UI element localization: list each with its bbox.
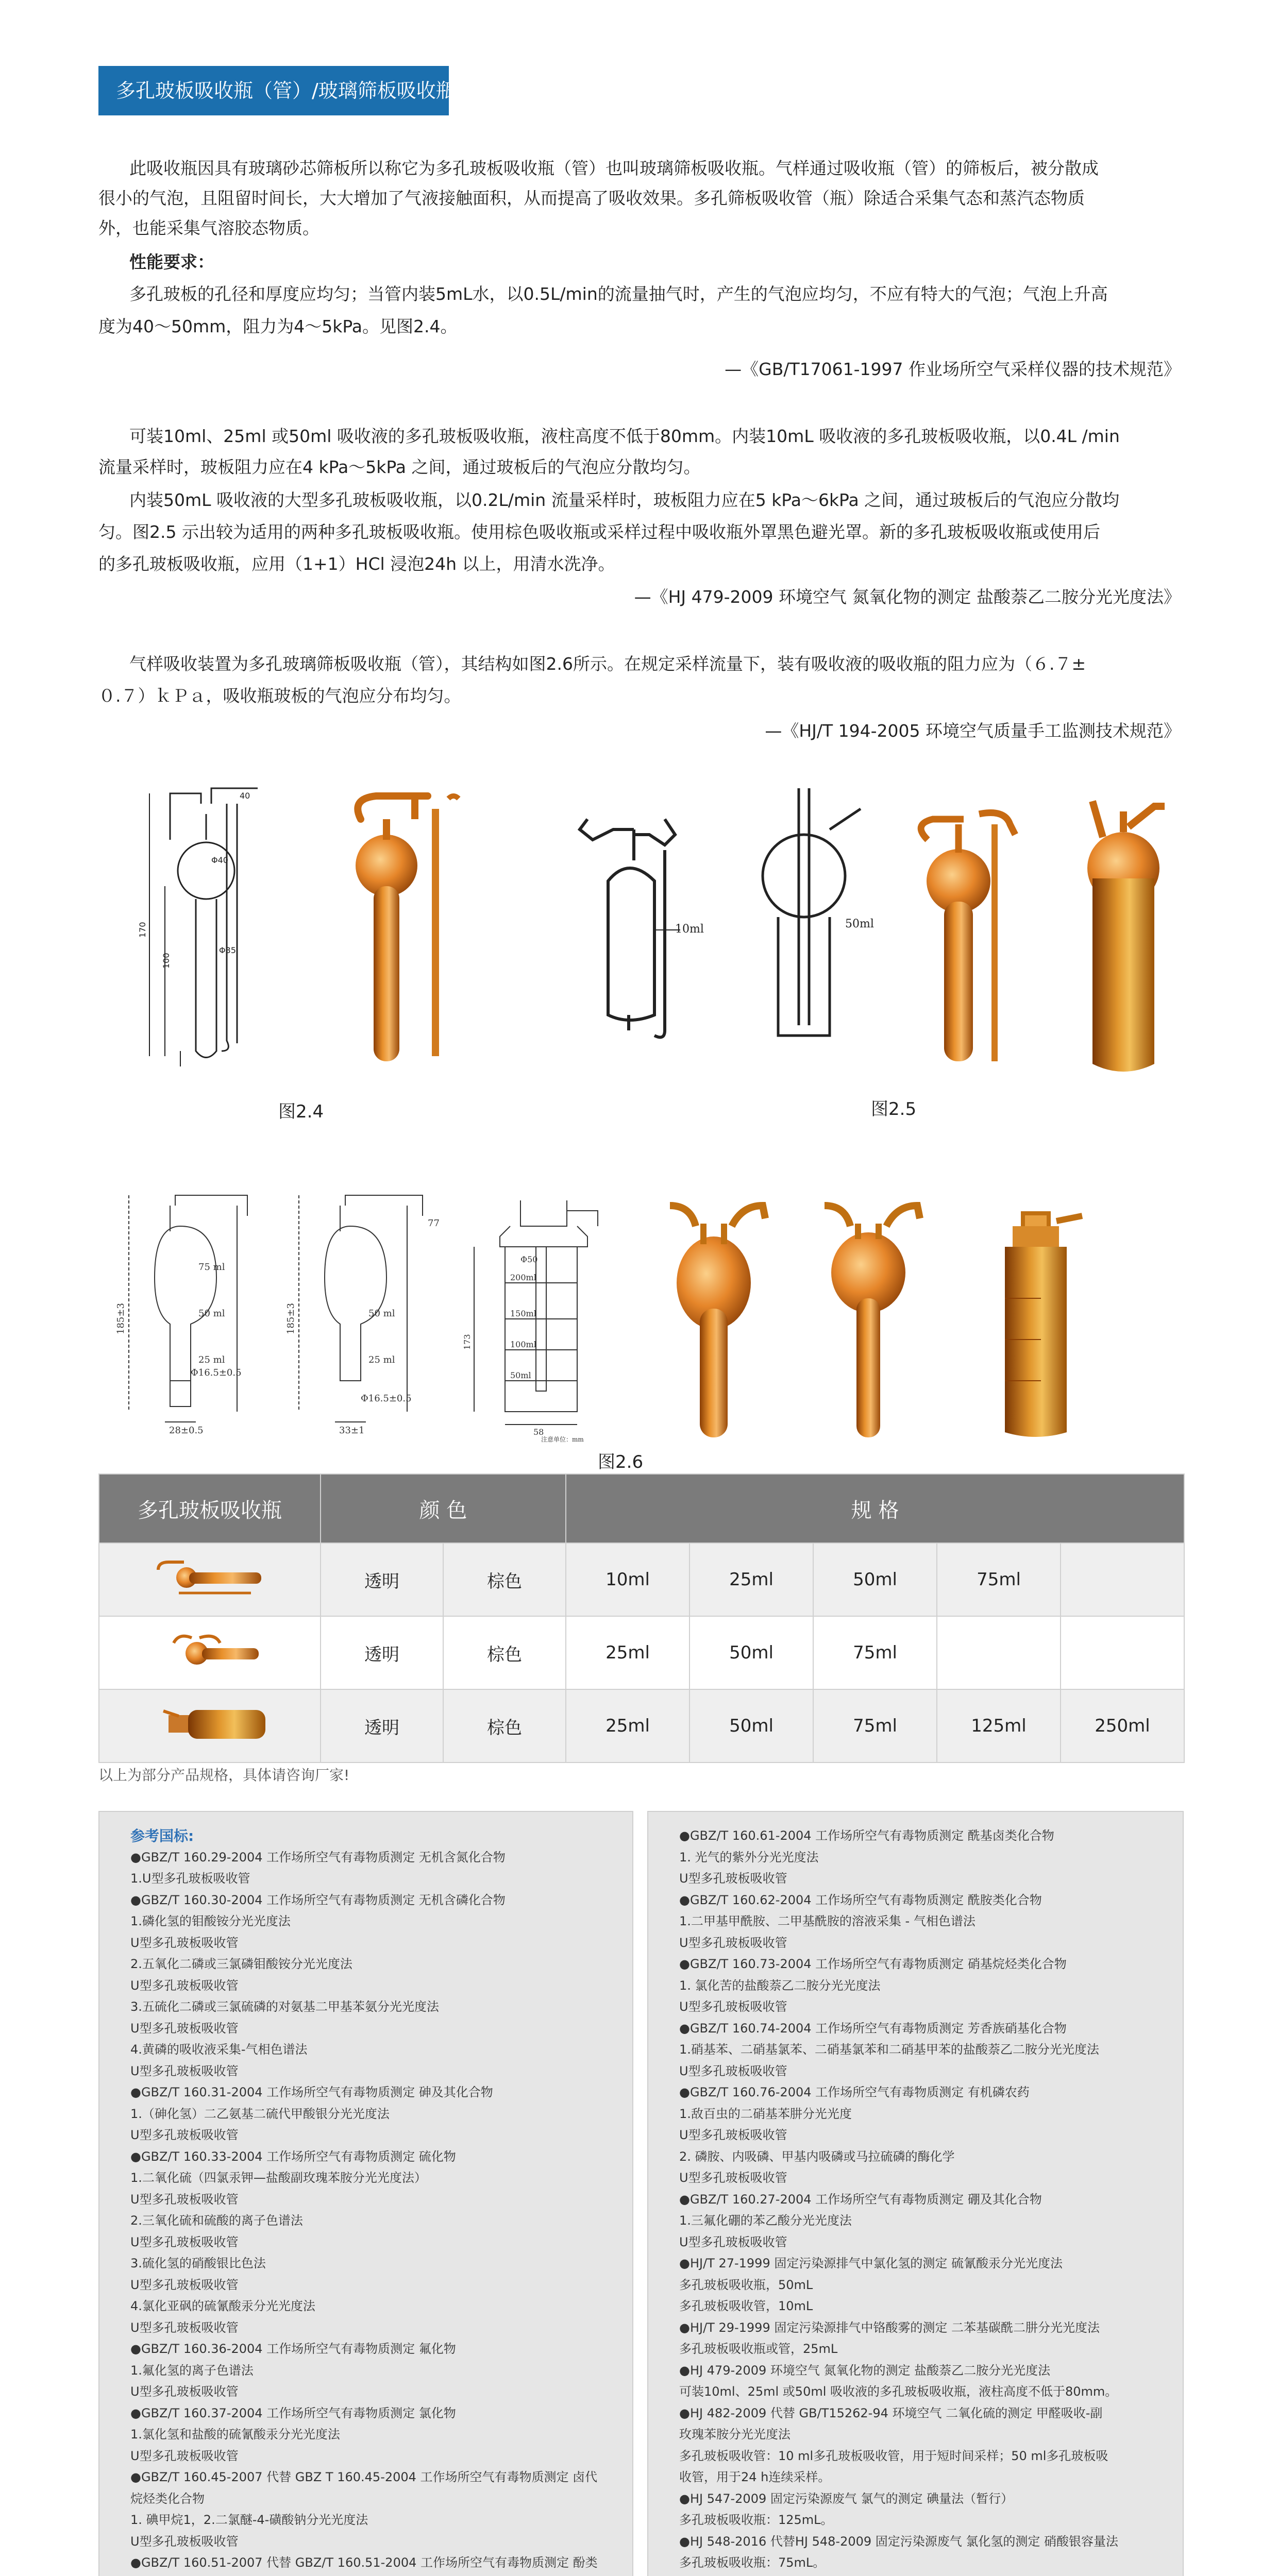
ref-line: 1.磷化氢的钼酸铵分光光度法: [130, 1914, 291, 1928]
fig25-drawing-2: [758, 788, 892, 1056]
f26-label: Φ50: [520, 1255, 538, 1264]
ref-line: 1.二甲基甲酰胺、二甲基酰胺的溶液采集 - 气相色谱法: [679, 1914, 976, 1928]
ref-line: U型多孔玻板吸收管: [130, 2128, 239, 2142]
para2-line-1: 可装10ml、25ml 或50ml 吸收液的多孔玻板吸收瓶，液柱高度不低于80mm。内装10mL 吸收液的多孔玻板吸收瓶，以0.4L /min: [129, 426, 1120, 446]
spec-table: [98, 1473, 1185, 1763]
perf-source: —《GB/T17061-1997 作业场所空气采样仪器的技术规范》: [725, 359, 1181, 379]
cell-spec: 125ml: [937, 1689, 1061, 1762]
f26-label: 200ml: [510, 1273, 536, 1282]
ref-line: U型多孔玻板吸收管: [679, 1935, 787, 1950]
header-color: 颜 色: [321, 1474, 566, 1543]
f24-dim: 100: [161, 953, 171, 969]
fig26-drawing-1: [108, 1195, 258, 1437]
ref-line: 1. 氯化苦的盐酸萘乙二胺分光光度法: [679, 1978, 881, 1993]
f26-label: 28±0.5: [169, 1425, 204, 1436]
ref-line: U型多孔玻板吸收管: [130, 1935, 239, 1950]
fig25-photo-1: [902, 804, 1036, 1072]
f24-dim: 40: [240, 791, 250, 801]
perf-heading: 性能要求：: [129, 252, 214, 272]
fig24-caption: 图2.4: [278, 1101, 324, 1122]
cell-spec: 75ml: [937, 1543, 1061, 1616]
ref-line: ●GBZ/T 160.33-2004 工作场所空气有毒物质测定 硫化物: [130, 2149, 456, 2164]
intro-line-3: 外，也能采集气溶胶态物质。: [98, 218, 320, 238]
cell-spec: 50ml: [690, 1616, 813, 1689]
ref-line: ●GBZ/T 160.30-2004 工作场所空气有毒物质测定 无机含磷化合物: [130, 1892, 506, 1907]
ref-line: 多孔玻板吸收瓶：125mL。: [679, 2513, 833, 2527]
cell-spec: [1061, 1543, 1184, 1616]
ref-line: 多孔玻板吸收瓶，50mL: [679, 2277, 813, 2292]
ref-line: 收管，用于24 h连续采样。: [679, 2470, 831, 2484]
ref-line: U型多孔玻板吸收管: [130, 2320, 239, 2335]
f26-label: 50ml: [510, 1370, 531, 1380]
ref-line: U型多孔玻板吸收管: [130, 2384, 239, 2399]
cell-color: 透明: [321, 1616, 443, 1689]
table-row: [99, 1689, 1184, 1762]
product-thumb: [99, 1689, 321, 1762]
section-title: 多孔玻板吸收瓶（管）/玻璃筛板吸收瓶: [98, 66, 449, 115]
fig26-caption: 图2.6: [598, 1452, 644, 1472]
f26-label: 注意单位：mm: [541, 1436, 584, 1443]
ref-line: U型多孔玻板吸收管: [679, 2063, 787, 2078]
para2-line-4: 匀。图2.5 示出较为适用的两种多孔玻板吸收瓶。使用棕色吸收瓶或采样过程中吸收瓶外罩黑色避光罩。新的多孔玻板吸收瓶或使用后: [98, 522, 1100, 542]
ref-line: 多孔玻板吸收管，10mL: [679, 2299, 813, 2313]
ref-line: 1.敌百虫的二硝基苯肼分光光度: [679, 2106, 852, 2121]
ref-box-right: [647, 1811, 1184, 2576]
header-spec: 规 格: [566, 1474, 1184, 1543]
cell-color: 透明: [321, 1689, 443, 1762]
cell-spec: 75ml: [813, 1616, 937, 1689]
ref-line: U型多孔玻板吸收管: [130, 2448, 239, 2463]
ref-line: ●GBZ/T 160.73-2004 工作场所空气有毒物质测定 硝基烷烃类化合物: [679, 1957, 1067, 1971]
ref-line: 多孔玻板吸收瓶或管，25mL: [679, 2342, 838, 2356]
fig25-caption: 图2.5: [871, 1099, 917, 1120]
fig25-photo-2: [1062, 791, 1185, 1084]
para2-line-3: 内装50mL 吸收液的大型多孔玻板吸收瓶，以0.2L/min 流量采样时，玻板阻力应在5 kPa～6kPa 之间，通过玻板后的气泡应分散均: [129, 490, 1120, 510]
ref-line: ●GBZ/T 160.29-2004 工作场所空气有毒物质测定 无机含氮化合物: [130, 1850, 506, 1865]
tube-icon: [148, 1622, 272, 1679]
ref-line: U型多孔玻板吸收管: [679, 1871, 787, 1886]
ref-line: 1.三氟化硼的苯乙酸分光光度法: [679, 2213, 852, 2228]
ref-line: 4.黄磷的吸收液采集-气相色谱法: [130, 2042, 308, 2057]
ref-line: ●GBZ/T 160.51-2007 代替 GBZ/T 160.51-2004 工作场所空气有毒物质测定 酚类: [130, 2555, 598, 2570]
fig26-photo-1: [660, 1195, 773, 1443]
cell-spec: [937, 1616, 1061, 1689]
cell-spec: [1061, 1616, 1184, 1689]
para3-source: —《HJ/T 194-2005 环境空气质量手工监测技术规范》: [765, 721, 1181, 741]
cell-spec: 25ml: [566, 1689, 690, 1762]
intro-line-2: 很小的气泡，且阻留时间长，大大增加了气液接触面积，从而提高了吸收效果。多孔筛板吸收管（瓶）除适合采集气态和蒸汽态物质: [98, 188, 1085, 208]
f26-label: 100ml: [510, 1340, 536, 1349]
ref-line: ●GBZ/T 160.36-2004 工作场所空气有毒物质测定 氟化物: [130, 2342, 456, 2356]
f26-label: 25 ml: [368, 1354, 395, 1365]
ref-line: ●HJ 479-2009 环境空气 氮氧化物的测定 盐酸萘乙二胺分光光度法: [679, 2363, 1051, 2378]
table-row: [99, 1616, 1184, 1689]
fig26-photo-2: [814, 1195, 928, 1443]
ref-line: 多孔玻板吸收瓶：75mL。: [679, 2555, 826, 2570]
f26-label: 25 ml: [198, 1354, 225, 1365]
perf-line-1: 多孔玻板的孔径和厚度应均匀；当管内装5mL水，以0.5L/min的流量抽气时，产生的气泡应均匀，不应有特大的气泡；气泡上升高: [129, 284, 1108, 304]
ref-line: U型多孔玻板吸收管: [679, 2171, 787, 2185]
ref-line: ●GBZ/T 160.31-2004 工作场所空气有毒物质测定 砷及其化合物: [130, 2085, 493, 2099]
fig26-photo-3: [979, 1195, 1092, 1443]
product-thumb: [99, 1616, 321, 1689]
cell-color: 棕色: [443, 1543, 566, 1616]
f24-dim: 170: [138, 922, 147, 938]
cell-spec: 50ml: [690, 1689, 813, 1762]
para3-line-1: 气样吸收装置为多孔玻璃筛板吸收瓶（管），其结构如图2.6所示。在规定采样流量下，装有吸收液的吸收瓶的阻力应为（６.７±: [129, 654, 1086, 674]
ref-line: 1.U型多孔玻板吸收管: [130, 1871, 250, 1886]
f26-label: 150ml: [510, 1309, 536, 1318]
ref-line: 4.氯化亚砜的硫氰酸汞分光光度法: [130, 2299, 315, 2313]
ref-line: ●GBZ/T 160.62-2004 工作场所空气有毒物质测定 酰胺类化合物: [679, 1892, 1042, 1907]
ref-box-left: [98, 1811, 633, 2576]
ref-line: ●GBZ/T 160.37-2004 工作场所空气有毒物质测定 氯化物: [130, 2405, 456, 2420]
f25-label: 10ml: [675, 923, 704, 936]
tube-icon: [148, 1549, 272, 1606]
ref-line: 3.硫化氢的硝酸银比色法: [130, 2256, 266, 2270]
f25-label: 50ml: [845, 918, 874, 930]
ref-line: 3.五硫化二磷或三氯硫磷的对氨基二甲基苯氨分光光度法: [130, 1999, 439, 2014]
ref-line: U型多孔玻板吸收管: [130, 2192, 239, 2207]
fig25-drawing-1: [577, 809, 732, 1046]
f26-label: Φ16.5±0.5: [191, 1367, 242, 1378]
ref-line: ●HJ 547-2009 固定污染源废气 氯气的测定 碘量法（暂行）: [679, 2491, 1014, 2506]
ref-line: 玫瑰苯胺分光光度法: [679, 2427, 791, 2442]
cell-spec: 250ml: [1061, 1689, 1184, 1762]
ref-line: 2.五氧化二磷或三氯磷钼酸铵分光光度法: [130, 1957, 352, 1971]
ref-line: U型多孔玻板吸收管: [679, 1999, 787, 2014]
ref-line: ●HJ 548-2016 代替HJ 548-2009 固定污染源废气 氯化氢的测定 硝酸银容量法: [679, 2534, 1119, 2549]
f26-label: 173: [462, 1334, 472, 1350]
header-product: 多孔玻板吸收瓶: [99, 1474, 321, 1543]
ref-line: U型多孔玻板吸收管: [130, 2277, 239, 2292]
ref-line: U型多孔玻板吸收管: [679, 2234, 787, 2249]
cell-spec: 25ml: [690, 1543, 813, 1616]
ref-line: U型多孔玻板吸收管: [130, 2021, 239, 2036]
cell-color: 透明: [321, 1543, 443, 1616]
para2-source: —《HJ 479-2009 环境空气 氮氧化物的测定 盐酸萘乙二胺分光光度法》: [634, 587, 1181, 607]
ref-line: U型多孔玻板吸收管: [130, 1978, 239, 1993]
fig24-photo: [330, 788, 464, 1077]
ref-line: [679, 2574, 1164, 2576]
ref-line: 1.（砷化氢）二乙氨基二硫代甲酸银分光光度法: [130, 2106, 390, 2121]
cell-color: 棕色: [443, 1616, 566, 1689]
f26-label: 33±1: [339, 1425, 365, 1436]
cell-color: 棕色: [443, 1689, 566, 1762]
ref-line: 参考国标:: [130, 1827, 194, 1844]
perf-line-2: 度为40～50mm，阻力为4～5kPa。见图2.4。: [98, 316, 458, 336]
ref-line: 2.三氧化硫和硫酸的离子色谱法: [130, 2213, 303, 2228]
f26-label: 185±3: [115, 1303, 126, 1334]
f24-dim: Φ40: [211, 855, 228, 865]
fig26-drawing-3: [464, 1195, 639, 1443]
ref-line: U型多孔玻板吸收管: [130, 2063, 239, 2078]
f24-dim: Φ35: [219, 945, 236, 955]
ref-line: 2. 磷胺、内吸磷、甲基内吸磷或马拉硫磷的酶化学: [679, 2149, 955, 2164]
ref-line: 1.氯化氢和盐酸的硫氰酸汞分光光度法: [130, 2427, 340, 2442]
ref-line: 多孔玻板吸收管：10 ml多孔玻板吸收管，用于短时间采样；50 ml多孔玻板吸: [679, 2448, 1108, 2463]
fig24-drawing: [129, 783, 268, 1072]
f26-label: 185±3: [285, 1303, 296, 1334]
ref-line: U型多孔玻板吸收管: [130, 2234, 239, 2249]
table-row: [99, 1543, 1184, 1616]
intro-line-1: 此吸收瓶因具有玻璃砂芯筛板所以称它为多孔玻板吸收瓶（管）也叫玻璃筛板吸收瓶。气样通过吸收瓶（管）的筛板后，被分散成: [129, 158, 1099, 178]
ref-line: ●GBZ/T 160.61-2004 工作场所空气有毒物质测定 酰基卤类化合物: [679, 1828, 1054, 1843]
ref-line: ●HJ 482-2009 代替 GB/T15262-94 环境空气 二氧化硫的测定 甲醛吸收-副: [679, 2405, 1103, 2420]
ref-line: 1.二氧化硫（四氯汞钾—盐酸副玫瑰苯胺分光光度法）: [130, 2171, 427, 2185]
ref-line: 1. 光气的紫外分光光度法: [679, 1850, 819, 1865]
fig26-drawing-2: [278, 1195, 443, 1437]
f26-label: 50 ml: [368, 1308, 395, 1319]
ref-line: ●HJ/T 29-1999 固定污染源排气中铬酸雾的测定 二苯基碳酰二肼分光光度法: [679, 2320, 1100, 2335]
ref-line: 可装10ml、25ml 或50ml 吸收液的多孔玻板吸收瓶，液柱高度不低于80mm。: [679, 2384, 1118, 2399]
para2-line-5: 的多孔玻板吸收瓶，应用（1+1）HCl 浸泡24h 以上，用清水洗净。: [98, 554, 615, 574]
cell-spec: 10ml: [566, 1543, 690, 1616]
ref-line: 烷烃类化合物: [130, 2491, 205, 2506]
ref-line: 1.氟化氢的离子色谱法: [130, 2363, 254, 2378]
f26-label: 50 ml: [198, 1308, 225, 1319]
ref-line: 1. 碘甲烷1，2.二氯醚-4-磺酸钠分光光度法: [130, 2513, 368, 2527]
cell-spec: 75ml: [813, 1689, 937, 1762]
product-thumb: [99, 1543, 321, 1616]
para2-line-2: 流量采样时，玻板阻力应在4 kPa～5kPa 之间，通过玻板后的气泡应分散均匀。: [98, 457, 701, 477]
f26-label: 75 ml: [198, 1262, 225, 1273]
cell-spec: 50ml: [813, 1543, 937, 1616]
ref-line: [130, 2574, 614, 2576]
cell-spec: 25ml: [566, 1616, 690, 1689]
ref-line: 1.硝基苯、二硝基氯苯、二硝基氯苯和二硝基甲苯的盐酸萘乙二胺分光光度法: [679, 2042, 1099, 2057]
ref-line: ●GBZ/T 160.74-2004 工作场所空气有毒物质测定 芳香族硝基化合物: [679, 2021, 1067, 2036]
f26-label: 77: [428, 1218, 440, 1229]
ref-line: U型多孔玻板吸收管: [679, 2128, 787, 2142]
para3-line-2: ０.７）ｋＰａ，吸收瓶玻板的气泡应分布均匀。: [98, 686, 461, 706]
ref-line: ●HJ/T 27-1999 固定污染源排气中氯化氢的测定 硫氰酸汞分光光度法: [679, 2256, 1063, 2270]
f26-label: Φ16.5±0.5: [361, 1393, 412, 1404]
bottle-icon: [148, 1696, 272, 1752]
table-note: 以上为部分产品规格，具体请咨询厂家!: [98, 1767, 350, 1784]
ref-line: U型多孔玻板吸收管: [130, 2534, 239, 2549]
ref-line: ●GBZ/T 160.45-2007 代替 GBZ T 160.45-2004 工作场所空气有毒物质测定 卤代: [130, 2470, 598, 2484]
f26-label: 58: [533, 1427, 544, 1437]
ref-line: ●GBZ/T 160.76-2004 工作场所空气有毒物质测定 有机磷农药: [679, 2085, 1030, 2099]
ref-line: ●GBZ/T 160.27-2004 工作场所空气有毒物质测定 硼及其化合物: [679, 2192, 1042, 2207]
